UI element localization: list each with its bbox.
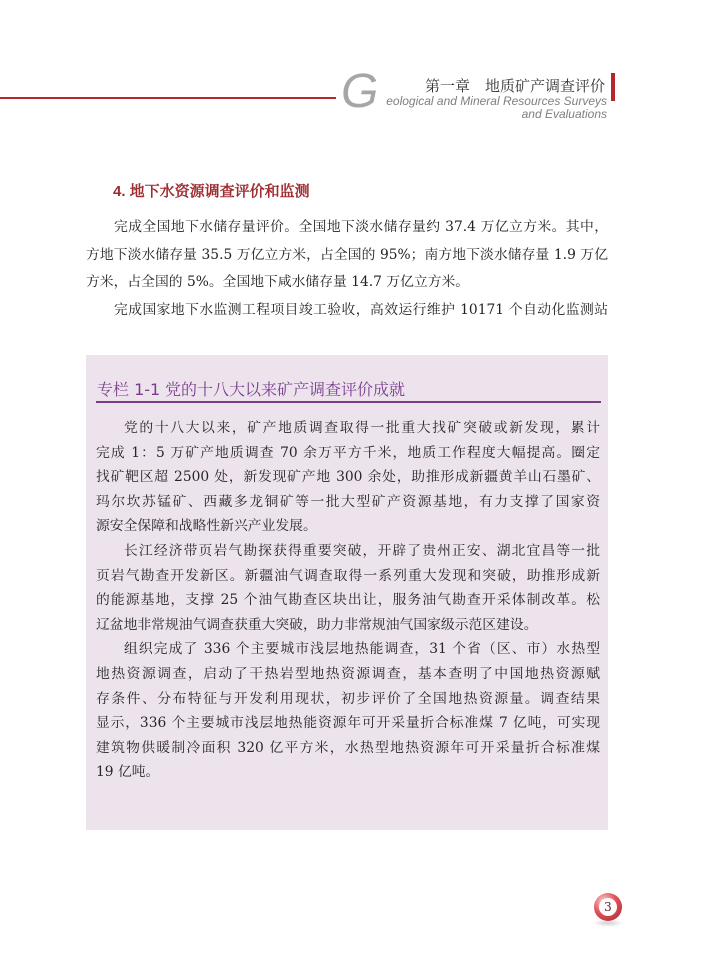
paragraph-line: 长江经济带页岩气勘探获得重要突破，开辟了贵州正安、湖北宜昌等一批 <box>124 542 600 559</box>
paragraph-line: 页岩气勘查开发新区。新疆油气调查取得一系列重大发现和突破，助推形成新 <box>96 567 600 584</box>
paragraph <box>96 539 600 637</box>
feature-box <box>86 355 608 830</box>
paragraph <box>96 416 600 539</box>
section-heading: 4. 地下水资源调查评价和监测 <box>113 183 310 200</box>
header-initial-letter: G <box>341 65 379 118</box>
header-rule <box>0 97 336 99</box>
section-body <box>86 214 608 324</box>
chapter-english-title-line-1: eological and Mineral Resources Surveys <box>386 94 607 108</box>
paragraph-line: 组织完成了 336 个主要城市浅层地热能调查，31 个省（区、市）水热型 <box>124 641 600 658</box>
feature-box-label: 专栏 1-1 <box>97 380 161 399</box>
paragraph-line: 完成 1：5 万矿产地质调查 70 余万平方千米，地质工作程度大幅提高。圈定 <box>96 444 600 461</box>
paragraph-line: 完成国家地下水监测工程项目竣工验收，高效运行维护 10171 个自动化监测站 <box>114 301 608 318</box>
paragraph <box>86 297 608 325</box>
chapter-title: 第一章 地质矿产调查评价 <box>424 77 605 95</box>
paragraph-line: 党的十八大以来，矿产地质调查取得一批重大找矿突破或新发现，累计 <box>124 420 600 436</box>
paragraph-line: 找矿靶区超 2500 处，新发现矿产地 300 余处，助推形成新疆黄羊山石墨矿、 <box>96 469 600 486</box>
paragraph-line: 建筑物供暖制冷面积 320 亿平方米，水热型地热资源年可开采量折合标准煤 <box>96 739 600 756</box>
paragraph-line: 方地下淡水储存量 35.5 万亿立方米，占全国的 95%；南方地下淡水储存量 1.9 万亿 <box>86 246 608 263</box>
paragraph-line: 方米，占全国的 5%。全国地下咸水储存量 14.7 万亿立方米。 <box>86 274 470 291</box>
page-number-badge <box>594 893 622 921</box>
paragraph-line: 玛尔坎苏锰矿、西藏多龙铜矿等一批大型矿产资源基地，有力支撑了国家资 <box>96 493 600 510</box>
chapter-marker-bar <box>611 73 615 101</box>
paragraph-line: 辽盆地非常规油气调查获重大突破，助力非常规油气国家级示范区建设。 <box>96 616 538 633</box>
paragraph-line: 地热资源调查，启动了干热岩型地热资源调查，基本查明了中国地热资源赋 <box>96 665 600 682</box>
paragraph <box>96 637 600 785</box>
paragraph-line: 源安全保障和战略性新兴产业发展。 <box>96 518 317 535</box>
paragraph-line: 的能源基地，支撑 25 个油气勘查区块出让，服务油气勘查开采体制改革。松 <box>96 592 600 609</box>
paragraph <box>86 214 608 297</box>
chapter-english-title-line-2: and Evaluations <box>521 107 607 121</box>
page-number: 3 <box>599 898 617 916</box>
feature-box-title: 党的十八大以来矿产调查评价成就 <box>165 380 406 399</box>
paragraph-line: 显示，336 个主要城市浅层地热能资源年可开采量折合标准煤 7 亿吨，可实现 <box>96 715 600 732</box>
paragraph-line: 19 亿吨。 <box>96 764 160 781</box>
feature-box-body <box>96 416 600 785</box>
feature-box-title-rule <box>96 401 601 403</box>
paragraph-line: 存条件、分布特征与开发利用现状，初步评价了全国地热资源量。调查结果 <box>96 690 600 707</box>
paragraph-line: 完成全国地下水储存量评价。全国地下淡水储存量约 37.4 万亿立方米。其中， <box>114 219 608 235</box>
